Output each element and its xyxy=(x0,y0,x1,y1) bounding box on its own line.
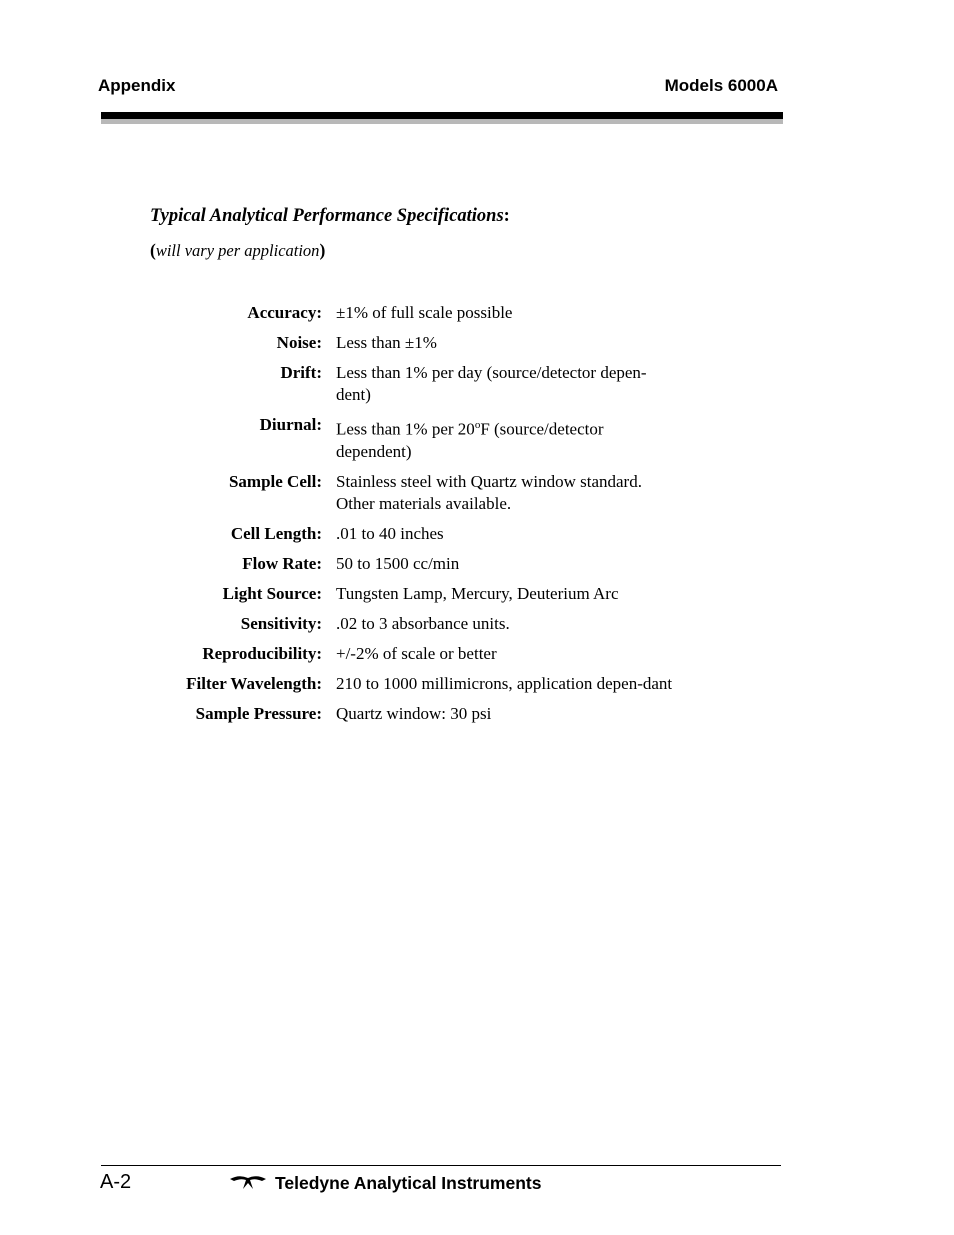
spec-label: Noise: xyxy=(276,333,322,352)
header-rule xyxy=(101,112,783,119)
degree-superscript: o xyxy=(474,419,481,431)
spec-value: Tungsten Lamp, Mercury, Deuterium Arc xyxy=(336,583,619,603)
page-number: A-2 xyxy=(100,1171,132,1193)
subtitle-close-paren: ) xyxy=(319,240,326,260)
spec-value: Less than ±1% xyxy=(336,333,437,352)
spec-value: Stainless steel with Quartz window standard. Other materials available. xyxy=(336,471,642,513)
spec-row-sample-pressure xyxy=(100,703,700,725)
spec-row-diurnal xyxy=(100,414,700,463)
spec-label: Sample Cell: xyxy=(228,471,322,491)
spec-label: Drift: xyxy=(280,363,322,382)
spec-value-part: F (source/detector dependent) xyxy=(336,419,604,461)
header-model-title: Models 6000A xyxy=(664,76,778,95)
spec-label: Sensitivity: xyxy=(240,613,322,633)
spec-value: Quartz window: 30 psi xyxy=(336,703,492,723)
header-rule-shadow xyxy=(101,119,783,124)
spec-row-accuracy xyxy=(100,302,700,324)
section-title xyxy=(150,206,510,227)
teledyne-logo-icon xyxy=(229,1174,267,1190)
spec-label: Filter Wavelength: xyxy=(186,673,322,693)
subtitle-open-paren: ( xyxy=(150,240,156,260)
spec-label: Flow Rate: xyxy=(242,553,322,573)
footer-rule xyxy=(101,1165,781,1166)
spec-value xyxy=(322,414,676,463)
spec-value-part: Less than 1% per 20 xyxy=(336,419,475,439)
spec-value: ±1% of full scale possible xyxy=(336,303,513,322)
spec-label: Reproducibility: xyxy=(202,643,322,663)
spec-row-sample-cell xyxy=(100,471,700,515)
spec-row-light-source xyxy=(100,583,700,605)
section-title-text: Typical Analytical Performance Specifications xyxy=(150,206,504,226)
spec-row-reproducibility xyxy=(100,643,700,665)
spec-value: .01 to 40 inches xyxy=(336,523,444,543)
spec-label: Sample Pressure: xyxy=(195,703,322,723)
spec-value: Less than 1% per day (source/detector depen-dent) xyxy=(336,363,647,404)
spec-value: 50 to 1500 cc/min xyxy=(336,553,460,573)
spec-value: .02 to 3 absorbance units. xyxy=(336,613,510,633)
subtitle-text: will vary per application xyxy=(155,241,320,260)
spec-label: Diurnal: xyxy=(259,415,322,434)
spec-row-noise xyxy=(100,332,700,354)
spec-label: Accuracy: xyxy=(247,303,322,322)
spec-row-flow-rate xyxy=(100,553,700,575)
spec-label: Light Source: xyxy=(222,583,322,603)
spec-value: 210 to 1000 millimicrons, application depen-dant xyxy=(336,673,673,693)
spec-row-drift xyxy=(100,362,700,406)
spec-label: Cell Length: xyxy=(230,523,322,543)
spec-value: +/-2% of scale or better xyxy=(336,643,497,663)
company-name: Teledyne Analytical Instruments xyxy=(275,1173,542,1193)
spec-row-cell-length xyxy=(100,523,700,545)
spec-row-sensitivity xyxy=(100,613,700,635)
header-section-title: Appendix xyxy=(98,76,176,95)
section-subtitle xyxy=(150,240,325,261)
spec-row-filter-wavelength xyxy=(100,673,700,695)
spec-table xyxy=(100,302,700,733)
section-title-colon: : xyxy=(503,206,510,226)
